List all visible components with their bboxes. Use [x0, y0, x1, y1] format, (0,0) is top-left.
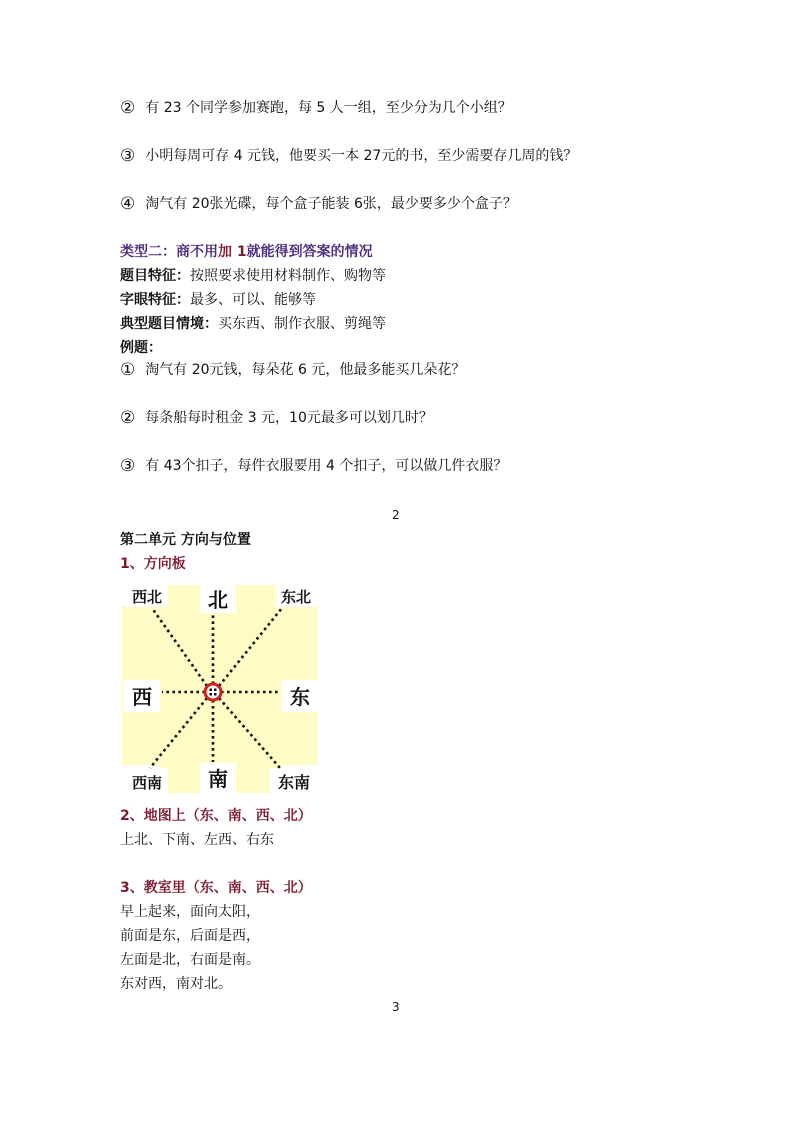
page-number: 2: [392, 508, 400, 522]
type2-heading-prefix: 类型二：商不用: [120, 244, 218, 260]
direction-board: [120, 580, 320, 795]
type2-heading: [120, 242, 373, 262]
feature-value: 买东西、制作衣服、剪绳等: [218, 316, 386, 332]
feature-line-2: [120, 288, 316, 312]
question-3: [120, 146, 577, 166]
section-3-line-1: 早上起来，面向太阳，: [120, 904, 260, 920]
section-1-title: 1、方向板: [120, 556, 186, 572]
section-3-line-4: 东对西，南对北。: [120, 976, 232, 992]
feature-value: 按照要求使用材料制作、购物等: [190, 268, 386, 284]
feature-line-3: [120, 312, 386, 336]
question-text: 小明每周可存 4 元钱，他要买一本 27元的书，至少需要存几周的钱？: [145, 148, 578, 164]
feature-label: 字眼特征：: [120, 292, 190, 308]
feature-value: 最多、可以、能够等: [190, 292, 316, 308]
feature-label: 典型题目情境：: [120, 316, 218, 332]
question-number: ②: [120, 98, 136, 118]
page-number: 3: [392, 1000, 400, 1014]
question-text: 淘气有 20张光碟，每个盒子能装 6张，最少要多少个盒子？: [145, 196, 517, 212]
example-label: 例题：: [120, 340, 162, 356]
label-northwest: 西北: [131, 588, 163, 606]
question-number: ①: [120, 360, 136, 380]
question-text: 淘气有 20元钱，每朵花 6 元，他最多能买几朵花？: [145, 362, 466, 378]
question-number: ③: [120, 146, 136, 166]
section-3-title: 3、教室里（东、南、西、北）: [120, 880, 312, 896]
label-north: 北: [208, 588, 228, 612]
feature-line-1: [120, 264, 386, 288]
question-2: [120, 98, 512, 118]
question-text: 有 23 个同学参加赛跑，每 5 人一组，至少分为几个小组？: [145, 100, 512, 116]
question-4: [120, 194, 517, 214]
type2-heading-highlight: 加 1: [218, 244, 247, 260]
label-northeast: 东北: [280, 588, 312, 606]
question-number: ②: [120, 408, 136, 428]
center-ring: [205, 684, 221, 700]
question-number: ③: [120, 456, 136, 476]
label-west: 西: [132, 685, 152, 709]
question-text: 每条船每时租金 3 元，10元最多可以划几时？: [145, 410, 433, 426]
feature-label: 题目特征：: [120, 268, 190, 284]
label-southeast: 东南: [277, 773, 311, 792]
section-3-line-2: 前面是东，后面是西，: [120, 928, 260, 944]
example-question-3: [120, 456, 507, 476]
label-south: 南: [208, 767, 228, 791]
question-number: ④: [120, 194, 136, 214]
section-2-text: 上北、下南、左西、右东: [120, 832, 274, 848]
example-question-1: [120, 360, 465, 380]
question-text: 有 43个扣子，每件衣服要用 4 个扣子，可以做几件衣服？: [145, 458, 508, 474]
example-question-2: [120, 408, 433, 428]
label-southwest: 西南: [131, 774, 163, 792]
section-3-line-3: 左面是北，右面是南。: [120, 952, 260, 968]
label-east: 东: [290, 685, 310, 709]
unit-title: 第二单元 方向与位置: [120, 532, 251, 548]
type2-heading-suffix: 就能得到答案的情况: [246, 244, 373, 260]
section-2-title: 2、地图上（东、南、西、北）: [120, 808, 312, 824]
